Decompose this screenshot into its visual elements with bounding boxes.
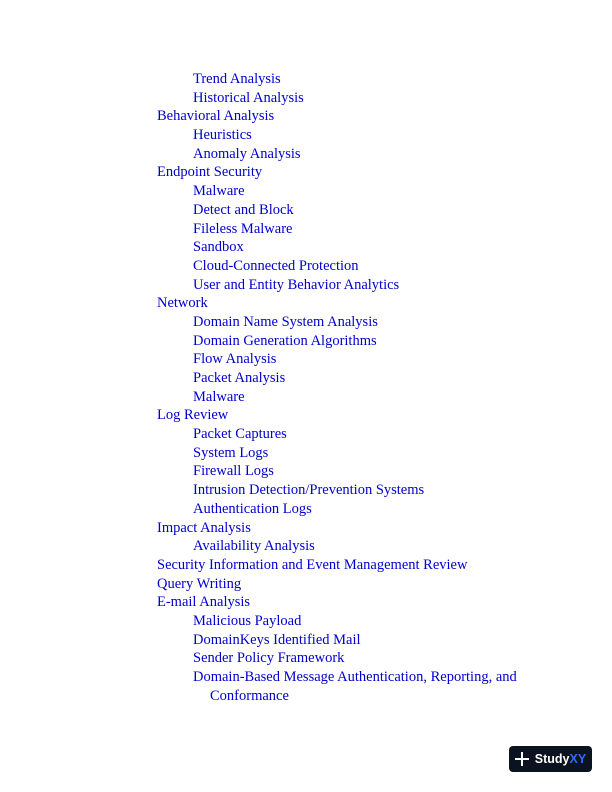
toc-subsection-link[interactable] (0, 313, 612, 332)
toc-item-label: Packet Analysis (193, 370, 286, 386)
toc-subsection-link[interactable] (0, 182, 612, 201)
toc-subsection-link[interactable] (0, 631, 612, 650)
toc-section-link[interactable] (0, 593, 612, 612)
toc-item-label: User and Entity Behavior Analytics (193, 276, 400, 293)
toc-item-label: Firewall Logs (193, 463, 274, 480)
toc-subsection-link[interactable] (0, 481, 612, 500)
toc-item-label: Impact Analysis (157, 519, 251, 536)
toc-item-label: Detect and Block (193, 201, 294, 218)
toc-item-label: Authentication Logs (193, 500, 312, 517)
toc-item-label: E-mail Analysis (157, 594, 251, 611)
toc-item-label: Anomaly Analysis (193, 145, 301, 162)
toc-item-label: Intrusion Detection/Prevention Systems (193, 482, 425, 499)
toc-subsection-link[interactable] (0, 612, 612, 631)
toc-item-label: Log Review (157, 407, 229, 424)
toc-subsection-link[interactable] (0, 332, 612, 351)
toc-subsection-link[interactable] (0, 500, 612, 519)
toc-item-label: Packet Captures (193, 426, 287, 443)
toc-item-label: Availability Analysis (193, 538, 315, 555)
toc-subsection-link[interactable] (0, 388, 612, 407)
toc-subsection-link[interactable] (0, 201, 612, 220)
toc-section-link[interactable] (0, 406, 612, 425)
toc-section-link[interactable] (0, 107, 612, 126)
toc-item-label: Behavioral Analysis (157, 108, 275, 125)
toc-subsection-link[interactable] (0, 70, 612, 89)
toc-item-label: Domain-Based Message Authentication, Reporting, and (193, 669, 517, 685)
toc-item-label: Domain Generation Algorithms (193, 332, 377, 349)
toc-item-label: Malware (193, 388, 245, 405)
toc-subsection-link[interactable] (0, 89, 612, 108)
toc-section-link[interactable] (0, 556, 612, 575)
toc-item-label: Security Information and Event Management Review (157, 556, 468, 573)
toc-item-label-continuation: Conformance (210, 687, 289, 704)
toc-subsection-link[interactable] (0, 462, 612, 481)
toc-item-label: Sandbox (193, 239, 244, 256)
toc-item-label: Domain Name System Analysis (193, 313, 378, 330)
toc-subsection-link[interactable] (0, 238, 612, 257)
toc-item-label: Fileless Malware (193, 220, 293, 237)
toc-subsection-link[interactable] (0, 668, 538, 705)
toc-item-label: System Logs (193, 444, 269, 461)
toc-item-label: Heuristics (193, 127, 252, 144)
toc-subsection-link[interactable] (0, 126, 612, 145)
toc-item-label: Malware (193, 183, 245, 200)
toc-subsection-link[interactable] (0, 257, 612, 276)
plus-icon (515, 752, 529, 766)
toc-item-label: Historical Analysis (193, 89, 304, 106)
toc-section-link[interactable] (0, 294, 612, 313)
toc-item-label: Cloud-Connected Protection (193, 257, 359, 274)
toc-subsection-link[interactable] (0, 276, 612, 295)
toc-subsection-link[interactable] (0, 145, 612, 164)
toc-item-label: Flow Analysis (193, 351, 277, 368)
table-of-contents (0, 70, 612, 705)
toc-item-label: Sender Policy Framework (193, 650, 345, 667)
toc-item-label: Endpoint Security (157, 164, 263, 181)
toc-item-label: DomainKeys Identified Mail (193, 631, 361, 648)
toc-section-link[interactable] (0, 519, 612, 538)
toc-subsection-link[interactable] (0, 425, 612, 444)
toc-subsection-link[interactable] (0, 537, 612, 556)
toc-item-label: Trend Analysis (193, 71, 281, 87)
studyxy-badge[interactable] (509, 746, 592, 772)
toc-item-label: Query Writing (157, 575, 242, 592)
toc-subsection-link[interactable] (0, 444, 612, 463)
toc-section-link[interactable] (0, 163, 612, 182)
toc-subsection-link[interactable] (0, 649, 612, 668)
toc-item-label: Network (157, 295, 208, 312)
toc-section-link[interactable] (0, 575, 612, 594)
toc-subsection-link[interactable] (0, 220, 612, 239)
toc-subsection-link[interactable] (0, 350, 612, 369)
toc-item-label: Malicious Payload (193, 612, 302, 629)
toc-subsection-link[interactable] (0, 369, 612, 388)
badge-label: StudyXY (534, 752, 587, 766)
